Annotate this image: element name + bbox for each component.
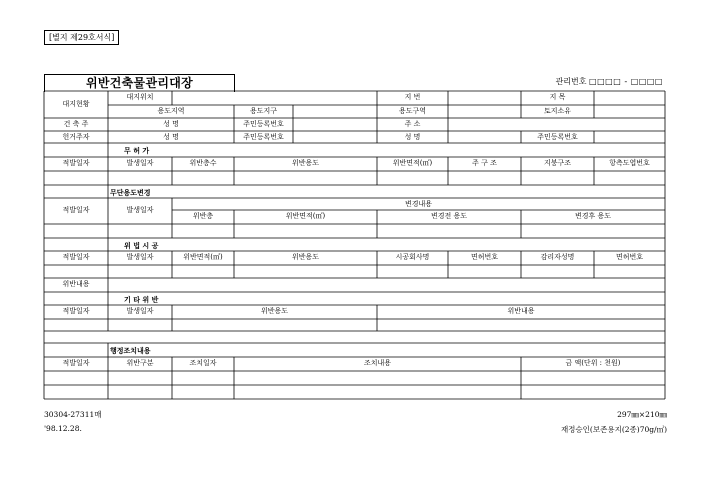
use-change-header-use-after: 변경후 용도 (574, 212, 612, 220)
footer-paper: 재정승인(보존용지(2종)70g/㎡) (560, 425, 667, 434)
use-zone-label: 용도지역 (157, 107, 185, 115)
unlicensed-header-main-structure: 주 구 조 (472, 159, 497, 167)
other-header-violation-content: 위반내용 (507, 307, 535, 315)
building-owner-address-label: 주 소 (404, 120, 421, 128)
document-title: 위반건축물관리대장 (44, 74, 235, 92)
admin-header-violation-type: 위반구분 (126, 359, 154, 367)
illegal-header-violation-area: 위반면적(㎡) (183, 253, 223, 261)
demolition-person-name-label: 성 명 (163, 133, 179, 141)
unlicensed-header-roof-structure: 지붕구조 (543, 159, 572, 167)
use-change-header-violation-area: 위반면적(㎡) (285, 212, 326, 220)
other-header-occurrence-date: 발생일자 (126, 307, 154, 315)
unlicensed-header-violation-use: 위반용도 (291, 159, 320, 167)
demolition-person-name2-label: 성 명 (404, 133, 421, 141)
building-owner-resident-no-label: 주민등록번호 (243, 120, 284, 128)
demolition-person-resident-no-label: 주민등록번호 (243, 133, 284, 141)
unlicensed-header-detection-date: 적발일자 (62, 159, 90, 167)
land-category-label: 지 목 (549, 93, 566, 101)
illegal-header-violation-use: 위반용도 (291, 253, 320, 261)
unlicensed-header-violation-area: 위반면적(㎡) (392, 159, 433, 167)
illegal-construction-section-title: 위 법 시 공 (124, 242, 159, 250)
other-header-detection-date: 적발일자 (62, 307, 90, 315)
demolition-person-resident-no2-label: 주민등록번호 (537, 133, 578, 141)
admin-header-action-content: 조치내용 (363, 359, 392, 367)
use-change-header-use-before: 변경전 용도 (430, 212, 468, 220)
admin-header-action-date: 조치일자 (189, 359, 217, 367)
management-number-value: □□□□ - □□□□ (589, 77, 663, 86)
unlicensed-section-title: 무 허 가 (124, 147, 150, 155)
unlicensed-header-violation-floors: 위반층수 (189, 159, 217, 167)
management-number-label: 관리번호 (555, 77, 587, 86)
footer-date: '98.12.28. (44, 424, 82, 433)
demolition-person-label: 헌거주자 (62, 133, 90, 141)
illegal-header-license-no: 면허번호 (470, 253, 499, 261)
illegal-content-label: 위반내용 (62, 280, 90, 288)
use-change-header-occurrence-date: 발생일자 (126, 206, 154, 214)
footer-code: 30304-27311매 (44, 410, 102, 419)
footer-size: 297㎜×210㎜ (617, 410, 667, 419)
illegal-header-detection-date: 적발일자 (62, 253, 90, 261)
use-change-section-title: 무단용도변경 (110, 189, 151, 197)
site-group-label: 대지현황 (62, 100, 90, 108)
illegal-header-supervisor-license-no: 면허번호 (615, 253, 644, 261)
lot-number-label: 지 번 (404, 93, 421, 101)
use-change-header-change-content: 변경내용 (404, 200, 433, 208)
site-location-label: 대지위치 (126, 93, 154, 101)
other-violation-section-title: 기 타 위 반 (124, 296, 159, 304)
admin-header-detection-date: 적발일자 (62, 359, 90, 367)
use-area-label: 용도구역 (398, 107, 427, 115)
building-owner-label: 건 축 주 (63, 120, 89, 128)
admin-action-section-title: 행정조치내용 (110, 347, 151, 355)
illegal-header-supervisor-name: 감리자성명 (540, 253, 575, 261)
use-change-header-violation-floor: 위반층 (192, 212, 214, 220)
building-owner-name-label: 성 명 (163, 120, 179, 128)
use-district-label: 용도지구 (249, 107, 278, 115)
unlicensed-header-occurrence-date: 발생일자 (126, 159, 154, 167)
form-number: [별지 제29호서식] (44, 30, 119, 45)
land-owner-label: 토지소유 (543, 107, 572, 115)
other-header-violation-use: 위반용도 (260, 307, 289, 315)
admin-header-amount: 금 액(단위 : 천원) (565, 359, 621, 367)
unlicensed-header-aerial-map-no: 항측도엽번호 (609, 159, 650, 167)
illegal-header-contractor: 시공회사명 (395, 253, 430, 261)
illegal-header-occurrence-date: 발생일자 (126, 253, 154, 261)
use-change-header-detection-date: 적발일자 (62, 206, 90, 214)
